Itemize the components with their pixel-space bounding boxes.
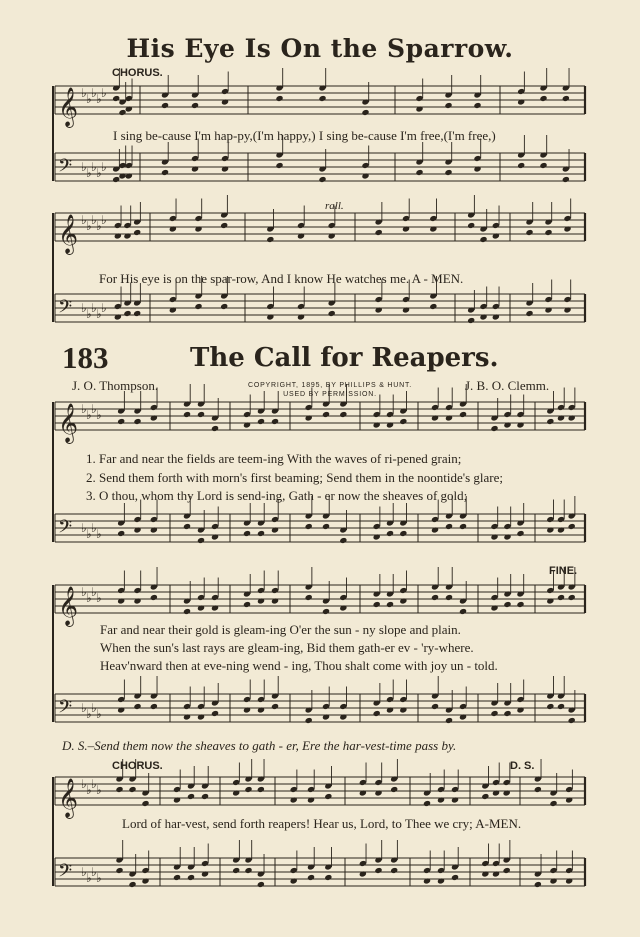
notehead bbox=[150, 526, 158, 533]
notehead bbox=[451, 796, 459, 803]
notehead bbox=[445, 523, 453, 530]
notehead bbox=[339, 537, 347, 544]
notehead bbox=[169, 225, 177, 232]
notehead bbox=[339, 713, 347, 720]
treble-clef: 𝄞 bbox=[58, 87, 79, 127]
notehead bbox=[546, 418, 554, 425]
flat-sign: ♭ bbox=[91, 521, 97, 535]
notehead bbox=[243, 601, 251, 608]
notehead bbox=[557, 414, 565, 421]
notehead bbox=[492, 313, 500, 320]
notehead bbox=[549, 800, 557, 807]
notehead bbox=[481, 793, 489, 800]
author-credit: J. O. Thompson. bbox=[72, 378, 159, 393]
verse2-line1: 2. Send them forth with morn's first beaming; Send them in the noontide's glare; bbox=[86, 470, 504, 485]
flat-sign: ♭ bbox=[81, 160, 87, 174]
notehead bbox=[221, 98, 229, 105]
notehead bbox=[305, 414, 313, 421]
notehead bbox=[150, 414, 158, 421]
notehead bbox=[386, 706, 394, 713]
notehead bbox=[118, 109, 126, 116]
notehead bbox=[557, 594, 565, 601]
notehead bbox=[191, 102, 199, 109]
flat-sign: ♭ bbox=[96, 408, 102, 422]
notehead bbox=[568, 523, 576, 530]
notehead bbox=[117, 418, 125, 425]
notehead bbox=[201, 870, 209, 877]
flat-sign: ♭ bbox=[81, 777, 87, 791]
flat-sign: ♭ bbox=[81, 701, 87, 715]
notehead bbox=[516, 530, 524, 537]
notehead bbox=[243, 421, 251, 428]
bass-clef: 𝄢 bbox=[58, 861, 73, 886]
flat-sign: ♭ bbox=[91, 865, 97, 879]
notehead bbox=[197, 713, 205, 720]
flat-sign: ♭ bbox=[81, 213, 87, 227]
notehead bbox=[290, 877, 298, 884]
notehead bbox=[359, 789, 367, 796]
notehead bbox=[467, 222, 475, 229]
flat-sign: ♭ bbox=[86, 591, 92, 605]
notehead bbox=[563, 225, 571, 232]
notehead bbox=[125, 172, 133, 179]
notehead bbox=[490, 604, 498, 611]
notehead bbox=[125, 105, 133, 112]
verse3-line1: 3. O thou, whom thy Lord is send-ing, Gath - er now the sheaves of gold; bbox=[86, 488, 468, 503]
flat-sign: ♭ bbox=[96, 166, 102, 180]
notehead bbox=[133, 703, 141, 710]
chorus-label-2: CHORUS. bbox=[112, 760, 163, 772]
notehead bbox=[232, 789, 240, 796]
notehead bbox=[415, 105, 423, 112]
notehead bbox=[445, 717, 453, 724]
notehead bbox=[445, 414, 453, 421]
notehead bbox=[244, 786, 252, 793]
notehead bbox=[431, 414, 439, 421]
flat-sign: ♭ bbox=[91, 301, 97, 315]
chorus-lyric: Lord of har-vest, send forth reapers! Hear us, Lord, to Thee we cry; A-MEN. bbox=[122, 816, 522, 831]
notehead bbox=[115, 867, 123, 874]
notehead bbox=[243, 530, 251, 537]
notehead bbox=[517, 162, 525, 169]
notehead bbox=[211, 710, 219, 717]
notehead bbox=[374, 867, 382, 874]
notehead bbox=[459, 713, 467, 720]
notehead bbox=[386, 530, 394, 537]
notehead bbox=[271, 526, 279, 533]
notehead bbox=[565, 796, 573, 803]
flat-sign: ♭ bbox=[81, 865, 87, 879]
notehead bbox=[562, 176, 570, 183]
notehead bbox=[220, 303, 228, 310]
flat-sign: ♭ bbox=[91, 213, 97, 227]
notehead bbox=[444, 169, 452, 176]
notehead bbox=[194, 303, 202, 310]
notehead bbox=[516, 706, 524, 713]
notehead bbox=[173, 796, 181, 803]
notehead bbox=[141, 877, 149, 884]
lyric-sparrow-line2: For His eye is on the spar-row, And I know He watches me. A - MEN. bbox=[99, 271, 464, 286]
notehead bbox=[297, 232, 305, 239]
flat-sign: ♭ bbox=[86, 527, 92, 541]
flat-sign: ♭ bbox=[91, 402, 97, 416]
notehead bbox=[257, 786, 265, 793]
verse3-line2: Heav'nward then at eve-ning wend - ing, Thou shalt come with joy un - told. bbox=[100, 658, 498, 673]
flat-sign: ♭ bbox=[86, 92, 92, 106]
flat-sign: ♭ bbox=[86, 166, 92, 180]
notehead bbox=[549, 877, 557, 884]
flat-sign: ♭ bbox=[96, 871, 102, 885]
hymn-number: 183 bbox=[62, 340, 109, 375]
notehead bbox=[503, 867, 511, 874]
flat-sign: ♭ bbox=[96, 307, 102, 321]
notehead bbox=[492, 232, 500, 239]
flat-sign: ♭ bbox=[86, 783, 92, 797]
notehead bbox=[117, 706, 125, 713]
notehead bbox=[128, 786, 136, 793]
notehead bbox=[386, 601, 394, 608]
notehead bbox=[322, 608, 330, 615]
notehead bbox=[183, 411, 191, 418]
notehead bbox=[546, 526, 554, 533]
notehead bbox=[117, 530, 125, 537]
flat-sign: ♭ bbox=[96, 527, 102, 541]
notehead bbox=[322, 523, 330, 530]
notehead bbox=[490, 425, 498, 432]
notehead bbox=[492, 870, 500, 877]
notehead bbox=[114, 313, 122, 320]
flat-sign: ♭ bbox=[86, 707, 92, 721]
notehead bbox=[563, 306, 571, 313]
flat-sign: ♭ bbox=[91, 86, 97, 100]
flat-sign: ♭ bbox=[81, 86, 87, 100]
notehead bbox=[161, 102, 169, 109]
notehead bbox=[133, 526, 141, 533]
notehead bbox=[568, 414, 576, 421]
verse1-line2: Far and near their gold is gleam-ing O'er the sun - ny slope and plain. bbox=[100, 622, 461, 637]
verse1-line1: 1. Far and near the fields are teem-ing With the waves of ri-pened grain; bbox=[86, 451, 462, 466]
flat-sign: ♭ bbox=[86, 307, 92, 321]
notehead bbox=[197, 604, 205, 611]
notehead bbox=[197, 411, 205, 418]
flat-sign: ♭ bbox=[81, 301, 87, 315]
notehead bbox=[339, 604, 347, 611]
notehead bbox=[133, 310, 141, 317]
rall-marking: rall. bbox=[325, 200, 344, 212]
treble-clef: 𝄞 bbox=[58, 214, 79, 254]
notehead bbox=[481, 870, 489, 877]
notehead bbox=[339, 411, 347, 418]
notehead bbox=[307, 874, 315, 881]
lyric-sparrow-line1: I sing be-cause I'm hap-py,(I'm happy,) I sing be-cause I'm free,(I'm free,) bbox=[113, 128, 496, 143]
notehead bbox=[525, 229, 533, 236]
notehead bbox=[516, 421, 524, 428]
notehead bbox=[415, 169, 423, 176]
notehead bbox=[118, 172, 126, 179]
notehead bbox=[490, 710, 498, 717]
notehead bbox=[492, 789, 500, 796]
notehead bbox=[390, 867, 398, 874]
notehead bbox=[423, 877, 431, 884]
notehead bbox=[359, 870, 367, 877]
notehead bbox=[183, 523, 191, 530]
notehead bbox=[429, 303, 437, 310]
notehead bbox=[503, 710, 511, 717]
notehead bbox=[431, 703, 439, 710]
treble-clef: 𝄞 bbox=[58, 778, 79, 818]
notehead bbox=[112, 95, 120, 102]
notehead bbox=[191, 165, 199, 172]
hymn-title-sparrow: His Eye Is On the Sparrow. bbox=[126, 34, 514, 63]
notehead bbox=[373, 421, 381, 428]
notehead bbox=[243, 706, 251, 713]
flat-sign: ♭ bbox=[101, 213, 107, 227]
copyright-line-2: USED BY PERMISSION. bbox=[283, 391, 377, 398]
notehead bbox=[161, 169, 169, 176]
notehead bbox=[117, 597, 125, 604]
notehead bbox=[271, 418, 279, 425]
flat-sign: ♭ bbox=[81, 521, 87, 535]
notehead bbox=[197, 537, 205, 544]
notehead bbox=[490, 533, 498, 540]
notehead bbox=[150, 703, 158, 710]
notehead bbox=[297, 313, 305, 320]
notehead bbox=[399, 706, 407, 713]
notehead bbox=[431, 526, 439, 533]
notehead bbox=[445, 594, 453, 601]
notehead bbox=[399, 530, 407, 537]
notehead bbox=[402, 225, 410, 232]
notehead bbox=[183, 608, 191, 615]
notehead bbox=[473, 165, 481, 172]
treble-clef: 𝄞 bbox=[58, 403, 79, 443]
notehead bbox=[562, 95, 570, 102]
chorus-label-1: CHORUS. bbox=[112, 67, 163, 79]
notehead bbox=[257, 597, 265, 604]
bass-clef: 𝄢 bbox=[58, 697, 73, 722]
notehead bbox=[361, 109, 369, 116]
notehead bbox=[324, 793, 332, 800]
notehead bbox=[307, 796, 315, 803]
bass-clef: 𝄢 bbox=[58, 297, 73, 322]
notehead bbox=[133, 229, 141, 236]
notehead bbox=[133, 597, 141, 604]
notehead bbox=[257, 706, 265, 713]
notehead bbox=[386, 421, 394, 428]
notehead bbox=[534, 881, 542, 888]
copyright-notice bbox=[220, 381, 440, 399]
notehead bbox=[183, 713, 191, 720]
notehead bbox=[318, 95, 326, 102]
notehead bbox=[467, 317, 475, 324]
notehead bbox=[459, 608, 467, 615]
notehead bbox=[525, 310, 533, 317]
notehead bbox=[114, 232, 122, 239]
notehead bbox=[373, 710, 381, 717]
notehead bbox=[211, 533, 219, 540]
notehead bbox=[123, 232, 131, 239]
notehead bbox=[115, 786, 123, 793]
flat-sign: ♭ bbox=[86, 871, 92, 885]
flat-sign: ♭ bbox=[91, 160, 97, 174]
notehead bbox=[390, 786, 398, 793]
flat-sign: ♭ bbox=[101, 301, 107, 315]
flat-sign: ♭ bbox=[86, 219, 92, 233]
flat-sign: ♭ bbox=[96, 219, 102, 233]
notehead bbox=[546, 597, 554, 604]
notehead bbox=[201, 793, 209, 800]
composer-credit: J. B. O. Clemm. bbox=[465, 378, 550, 393]
notehead bbox=[459, 411, 467, 418]
notehead bbox=[275, 162, 283, 169]
notehead bbox=[479, 236, 487, 243]
notehead bbox=[534, 786, 542, 793]
notehead bbox=[423, 800, 431, 807]
notehead bbox=[544, 306, 552, 313]
notehead bbox=[539, 95, 547, 102]
notehead bbox=[503, 789, 511, 796]
notehead bbox=[516, 601, 524, 608]
notehead bbox=[459, 523, 467, 530]
hymn-title-reapers: The Call for Reapers. bbox=[190, 343, 499, 373]
notehead bbox=[374, 789, 382, 796]
notehead bbox=[187, 793, 195, 800]
notehead bbox=[444, 102, 452, 109]
notehead bbox=[557, 526, 565, 533]
notehead bbox=[402, 306, 410, 313]
notehead bbox=[544, 229, 552, 236]
notehead bbox=[373, 601, 381, 608]
notehead bbox=[322, 713, 330, 720]
notehead bbox=[257, 530, 265, 537]
notehead bbox=[431, 594, 439, 601]
notehead bbox=[503, 601, 511, 608]
notehead bbox=[244, 867, 252, 874]
notehead bbox=[187, 874, 195, 881]
bass-clef: 𝄢 bbox=[58, 156, 73, 181]
flat-sign: ♭ bbox=[96, 707, 102, 721]
notehead bbox=[173, 874, 181, 881]
notehead bbox=[211, 604, 219, 611]
flat-sign: ♭ bbox=[91, 701, 97, 715]
notehead bbox=[211, 425, 219, 432]
notehead bbox=[128, 881, 136, 888]
copyright-line-1: COPYRIGHT, 1895, BY PHILLIPS & HUNT. bbox=[247, 382, 413, 389]
ds-instruction-line: D. S.–Send them now the sheaves to gath - er, Ere the har-vest-time pass by. bbox=[62, 738, 457, 753]
notehead bbox=[169, 306, 177, 313]
notehead bbox=[399, 597, 407, 604]
notehead bbox=[305, 594, 313, 601]
flat-sign: ♭ bbox=[101, 86, 107, 100]
notehead bbox=[257, 881, 265, 888]
notehead bbox=[361, 172, 369, 179]
notehead bbox=[194, 225, 202, 232]
notehead bbox=[546, 703, 554, 710]
flat-sign: ♭ bbox=[96, 591, 102, 605]
notehead bbox=[266, 236, 274, 243]
notehead bbox=[517, 98, 525, 105]
notehead bbox=[266, 313, 274, 320]
notehead bbox=[324, 874, 332, 881]
flat-sign: ♭ bbox=[96, 783, 102, 797]
notehead bbox=[568, 594, 576, 601]
notehead bbox=[328, 232, 336, 239]
flat-sign: ♭ bbox=[81, 402, 87, 416]
notehead bbox=[399, 418, 407, 425]
flat-sign: ♭ bbox=[96, 92, 102, 106]
notehead bbox=[305, 523, 313, 530]
notehead bbox=[271, 597, 279, 604]
notehead bbox=[539, 162, 547, 169]
fine-label: FINE. bbox=[549, 565, 578, 577]
notehead bbox=[133, 418, 141, 425]
notehead bbox=[568, 717, 576, 724]
notehead bbox=[123, 310, 131, 317]
flat-sign: ♭ bbox=[81, 585, 87, 599]
notehead bbox=[141, 800, 149, 807]
notehead bbox=[375, 306, 383, 313]
notehead bbox=[221, 165, 229, 172]
notehead bbox=[257, 418, 265, 425]
flat-sign: ♭ bbox=[91, 777, 97, 791]
notehead bbox=[437, 877, 445, 884]
notehead bbox=[373, 533, 381, 540]
notehead bbox=[112, 176, 120, 183]
notehead bbox=[437, 796, 445, 803]
notehead bbox=[565, 877, 573, 884]
notehead bbox=[451, 874, 459, 881]
notehead bbox=[375, 229, 383, 236]
notehead bbox=[503, 533, 511, 540]
notehead bbox=[473, 102, 481, 109]
notehead bbox=[328, 310, 336, 317]
notehead bbox=[322, 411, 330, 418]
ds-label: D. S. bbox=[510, 760, 535, 772]
notehead bbox=[557, 703, 565, 710]
notehead bbox=[232, 867, 240, 874]
notehead bbox=[503, 421, 511, 428]
verse2-line2: When the sun's last rays are gleam-ing, Bid them gath-er ev - 'ry-where. bbox=[100, 640, 474, 655]
notehead bbox=[318, 176, 326, 183]
notehead bbox=[271, 703, 279, 710]
notehead bbox=[429, 225, 437, 232]
flat-sign: ♭ bbox=[91, 585, 97, 599]
notehead bbox=[305, 717, 313, 724]
notehead bbox=[150, 594, 158, 601]
flat-sign: ♭ bbox=[101, 160, 107, 174]
bass-clef: 𝄢 bbox=[58, 517, 73, 542]
notehead bbox=[479, 313, 487, 320]
treble-clef: 𝄞 bbox=[58, 586, 79, 626]
notehead bbox=[275, 95, 283, 102]
notehead bbox=[220, 222, 228, 229]
flat-sign: ♭ bbox=[86, 408, 92, 422]
notehead bbox=[290, 796, 298, 803]
